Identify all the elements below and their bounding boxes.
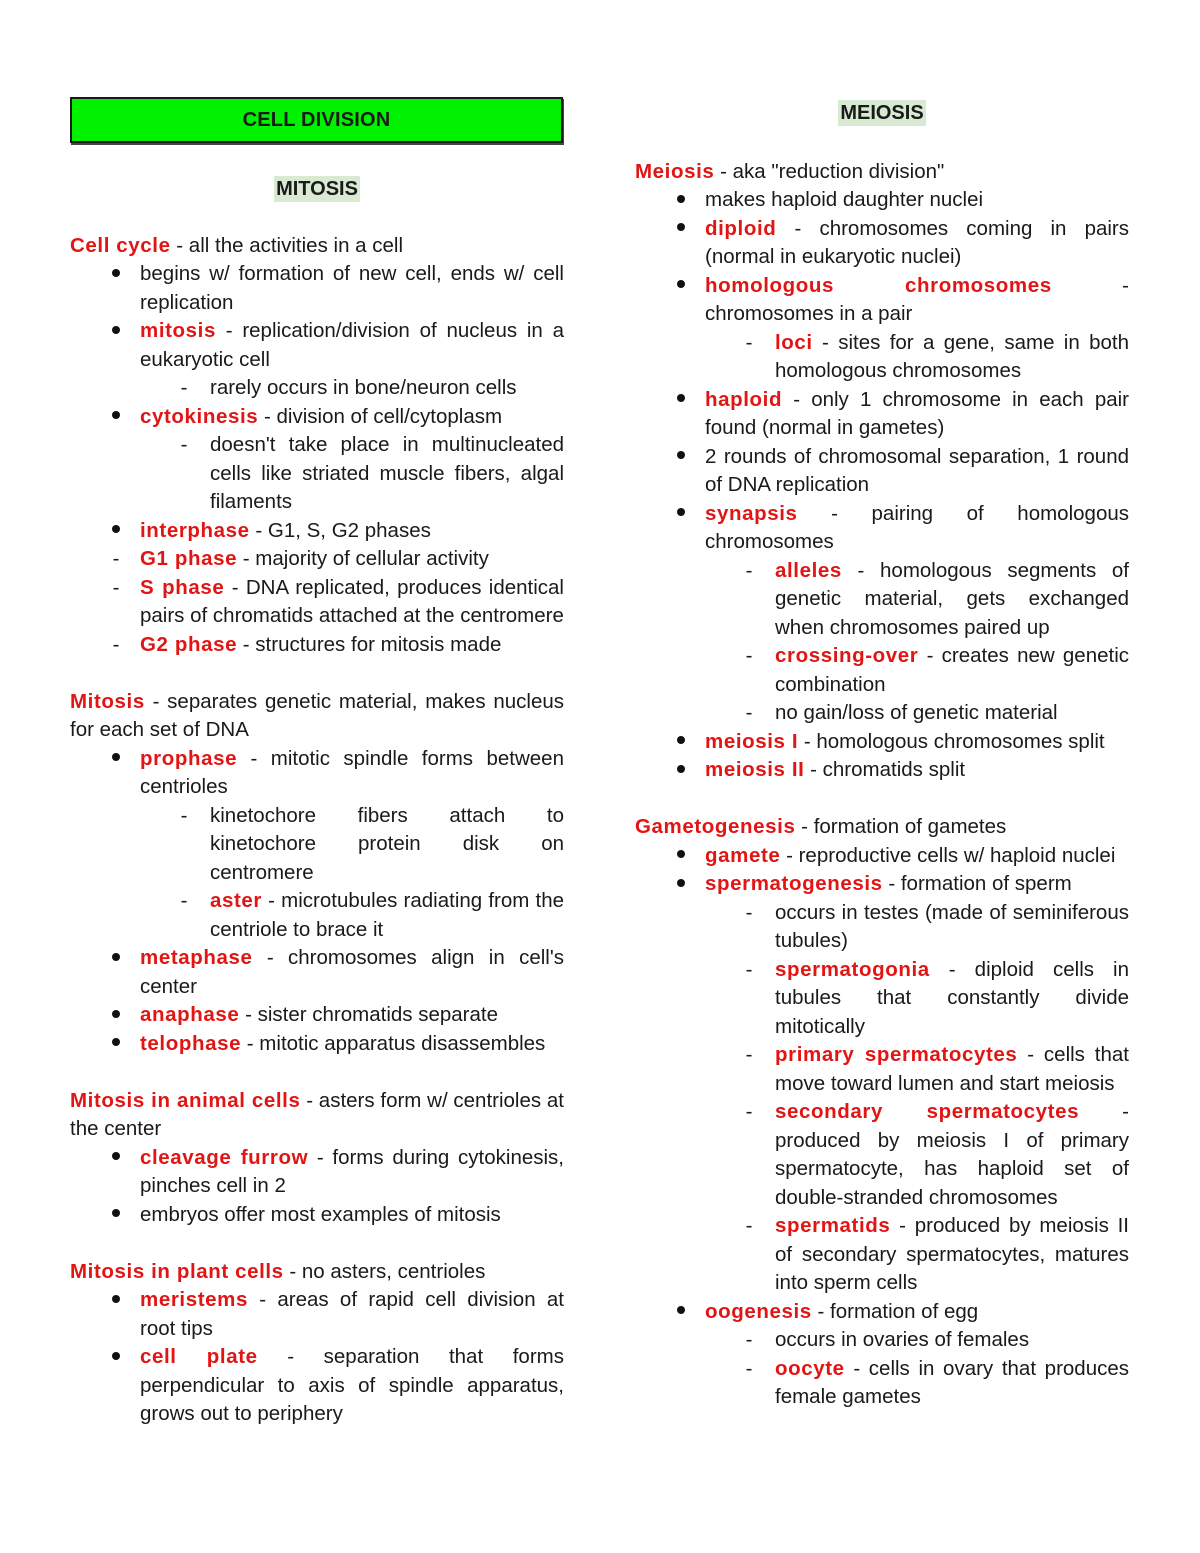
term: oogenesis	[705, 1299, 812, 1323]
term: spermatogonia	[775, 957, 930, 981]
term: anaphase	[140, 1003, 240, 1026]
term: loci	[775, 330, 813, 354]
bullet-icon	[671, 1298, 691, 1327]
bullet-icon	[671, 842, 691, 871]
term: spermatogenesis	[705, 872, 883, 895]
term: Cell cycle	[70, 233, 171, 257]
dash-icon: -	[112, 632, 120, 656]
term: crossing-over	[775, 644, 919, 667]
item-text: - mitotic spindle forms between centrioles	[140, 746, 564, 798]
dash-icon: -	[745, 1328, 753, 1351]
bullet-icon	[671, 728, 691, 757]
term: homologous chromosomes	[705, 273, 1052, 297]
item-text: - produced by meiosis II of secondary spermatocytes, matures into sperm cells	[775, 1214, 1129, 1294]
item-text: doesn't take place in multinucleated cells like striated muscle fibers, algal filaments	[210, 433, 564, 513]
item-text: - DNA replicated, produces identical pairs of chromatids attached at the centromere	[140, 575, 564, 627]
list-item	[635, 1098, 1129, 1212]
section-heading: MEIOSIS	[840, 102, 924, 124]
bullet-icon	[671, 386, 691, 415]
list-item	[70, 403, 564, 432]
list-item	[635, 329, 1129, 386]
item-text: - formation of egg	[811, 1299, 979, 1323]
item-text: - replication/division of nucleus in a eukaryotic cell	[140, 319, 564, 371]
bullet-icon	[106, 317, 126, 346]
section-heading: MITOSIS	[276, 178, 358, 200]
term: cytokinesis	[140, 404, 259, 428]
list-item	[635, 956, 1129, 1042]
list-item	[635, 1212, 1129, 1298]
item-text: - cells that move toward lumen and start meiosis	[775, 1043, 1129, 1095]
dash-icon: -	[180, 803, 188, 827]
list-item	[635, 1355, 1129, 1412]
item-text: - formation of sperm	[882, 872, 1072, 895]
list-item	[635, 1041, 1129, 1098]
list-item	[635, 699, 1129, 728]
item-text: - homologous chromosomes split	[798, 729, 1105, 753]
item-text: - microtubules radiating from the centriole to brace it	[210, 889, 564, 941]
dash-icon: -	[745, 330, 753, 354]
item-text: - forms during cytokinesis, pinches cell in 2	[140, 1145, 564, 1197]
term: interphase	[140, 518, 250, 542]
term: meristems	[140, 1288, 248, 1311]
mitosis-heading-wrap	[70, 175, 564, 204]
term-definition	[70, 688, 564, 745]
term-definition	[70, 1087, 564, 1144]
term: oocyte	[775, 1356, 845, 1380]
term: meiosis II	[705, 758, 805, 781]
bullet-icon	[671, 443, 691, 472]
item-text: - diploid cells in tubules that constantly divide mitotically	[775, 957, 1129, 1038]
list-item	[635, 1326, 1129, 1355]
bullet-icon	[106, 1030, 126, 1059]
dash-icon: -	[745, 1100, 753, 1123]
list-item	[70, 1001, 564, 1030]
definition: - asters form w/ centrioles at the center	[70, 1088, 564, 1140]
list-item	[70, 1201, 564, 1230]
dash-icon: -	[745, 900, 753, 924]
bullet-icon	[671, 870, 691, 899]
list-item	[635, 500, 1129, 557]
list-item	[635, 870, 1129, 899]
term: alleles	[775, 558, 842, 582]
dash-icon: -	[745, 558, 753, 582]
item-text: - chromatids split	[804, 758, 966, 781]
term: prophase	[140, 746, 238, 770]
list-item	[635, 728, 1129, 757]
list-item	[635, 272, 1129, 329]
term-definition	[70, 1258, 564, 1287]
bullet-icon	[106, 1144, 126, 1173]
term-definition	[635, 813, 1129, 842]
list-item	[70, 802, 564, 888]
term: Meiosis	[635, 159, 715, 183]
dash-icon: -	[745, 1214, 753, 1237]
item-text: - areas of rapid cell division at root tips	[140, 1288, 564, 1340]
item-text: - reproductive cells w/ haploid nuclei	[780, 843, 1116, 867]
list-item	[70, 631, 564, 660]
dash-icon: -	[745, 957, 753, 981]
list-item	[70, 1030, 564, 1059]
bullet-icon	[106, 1201, 126, 1230]
bullet-icon	[671, 756, 691, 785]
meiosis-heading-wrap	[635, 99, 1129, 128]
definition: - separates genetic material, makes nucleus for each set of DNA	[70, 689, 564, 741]
bullet-icon	[106, 944, 126, 973]
left-column	[70, 0, 564, 1429]
item-text: - sites for a gene, same in both homologous chromosomes	[775, 330, 1129, 382]
item-text: occurs in testes (made of seminiferous tubules)	[775, 900, 1129, 952]
dash-icon: -	[745, 701, 753, 724]
item-text: - separation that forms perpendicular to axis of spindle apparatus, grows out to periphery	[140, 1345, 564, 1425]
item-text: begins w/ formation of new cell, ends w/ cell replication	[140, 262, 564, 314]
list-item	[70, 1343, 564, 1429]
list-item	[635, 443, 1129, 500]
list-item	[70, 517, 564, 546]
list-item	[635, 186, 1129, 215]
item-text: - sister chromatids separate	[239, 1003, 498, 1026]
dash-icon: -	[745, 1043, 753, 1066]
list-item	[70, 317, 564, 374]
term: S phase	[140, 575, 225, 599]
item-text: - creates new genetic combination	[775, 644, 1129, 696]
term: aster	[210, 889, 263, 912]
item-text: no gain/loss of genetic material	[775, 701, 1058, 724]
bullet-icon	[106, 745, 126, 774]
term: Mitosis in plant cells	[70, 1259, 284, 1283]
list-item	[70, 1286, 564, 1343]
list-item	[70, 431, 564, 517]
list-item	[70, 887, 564, 944]
list-item	[70, 745, 564, 802]
item-text: embryos offer most examples of mitosis	[140, 1202, 501, 1226]
term: telophase	[140, 1031, 242, 1055]
bullet-icon	[106, 260, 126, 289]
item-text: makes haploid daughter nuclei	[705, 188, 984, 211]
item-text: kinetochore fibers attach to kinetochore protein disk on centromere	[210, 803, 564, 884]
list-item	[635, 842, 1129, 871]
term: secondary spermatocytes	[775, 1100, 1080, 1123]
term: Gametogenesis	[635, 815, 796, 838]
term: mitosis	[140, 319, 216, 342]
term: Mitosis in animal cells	[70, 1088, 301, 1112]
term: Mitosis	[70, 689, 145, 713]
term: G1 phase	[140, 547, 238, 570]
item-text: - only 1 chromosome in each pair found (normal in gametes)	[705, 387, 1129, 439]
dash-icon: -	[745, 1356, 753, 1380]
document-title: CELL DIVISION	[242, 108, 391, 131]
definition: - aka "reduction division"	[714, 159, 945, 183]
definition: - no asters, centrioles	[283, 1259, 486, 1283]
term: synapsis	[705, 501, 798, 525]
item-text: - chromosomes coming in pairs (normal in eukaryotic nuclei)	[705, 216, 1129, 268]
list-item	[70, 1144, 564, 1201]
item-text: - majority of cellular activity	[237, 547, 489, 570]
bullet-icon	[671, 186, 691, 215]
dash-icon: -	[180, 433, 188, 456]
item-text: - produced by meiosis I of primary spermatocyte, has haploid set of double-stranded chromosomes	[775, 1100, 1129, 1209]
bullet-icon	[106, 1001, 126, 1030]
list-item	[70, 374, 564, 403]
term: diploid	[705, 216, 777, 240]
bullet-icon	[106, 1343, 126, 1372]
term: meiosis I	[705, 729, 799, 753]
dash-icon: -	[180, 376, 188, 399]
list-item	[70, 944, 564, 1001]
item-text: rarely occurs in bone/neuron cells	[210, 376, 517, 399]
dash-icon: -	[745, 644, 753, 667]
item-text: - G1, S, G2 phases	[249, 518, 431, 542]
item-text: - homologous segments of genetic material, gets exchanged when chromosomes paired up	[775, 558, 1129, 639]
item-text: - chromosomes in a pair	[705, 273, 1129, 325]
list-item	[70, 545, 564, 574]
term: primary spermatocytes	[775, 1043, 1018, 1066]
list-item	[635, 557, 1129, 643]
bullet-icon	[106, 517, 126, 546]
list-item	[70, 260, 564, 317]
term: metaphase	[140, 946, 253, 969]
item-text: - chromosomes align in cell's center	[140, 946, 564, 998]
dash-icon: -	[112, 575, 120, 599]
list-item	[635, 756, 1129, 785]
bullet-icon	[671, 272, 691, 301]
term-definition	[635, 158, 1129, 187]
term: haploid	[705, 387, 783, 411]
definition: - all the activities in a cell	[170, 233, 404, 257]
bullet-icon	[106, 403, 126, 432]
right-column	[635, 0, 1129, 1412]
definition: - formation of gametes	[795, 815, 1007, 838]
item-text: - pairing of homologous chromosomes	[705, 501, 1129, 553]
list-item	[635, 642, 1129, 699]
item-text: 2 rounds of chromosomal separation, 1 round of DNA replication	[705, 444, 1129, 496]
dash-icon: -	[112, 547, 120, 570]
list-item	[635, 1298, 1129, 1327]
item-text: - division of cell/cytoplasm	[258, 404, 503, 428]
term: G2 phase	[140, 632, 238, 656]
term: gamete	[705, 843, 781, 867]
dash-icon: -	[180, 889, 188, 912]
bullet-icon	[671, 215, 691, 244]
list-item	[635, 215, 1129, 272]
bullet-icon	[106, 1286, 126, 1315]
item-text: occurs in ovaries of females	[775, 1328, 1030, 1351]
term: cell plate	[140, 1345, 258, 1368]
list-item	[635, 386, 1129, 443]
item-text: - cells in ovary that produces female gametes	[775, 1356, 1129, 1408]
term-definition	[70, 232, 564, 261]
term: spermatids	[775, 1214, 891, 1237]
item-text: - structures for mitosis made	[237, 632, 502, 656]
bullet-icon	[671, 500, 691, 529]
list-item	[70, 574, 564, 631]
list-item	[635, 899, 1129, 956]
term: cleavage furrow	[140, 1145, 309, 1169]
item-text: - mitotic apparatus disassembles	[241, 1031, 546, 1055]
